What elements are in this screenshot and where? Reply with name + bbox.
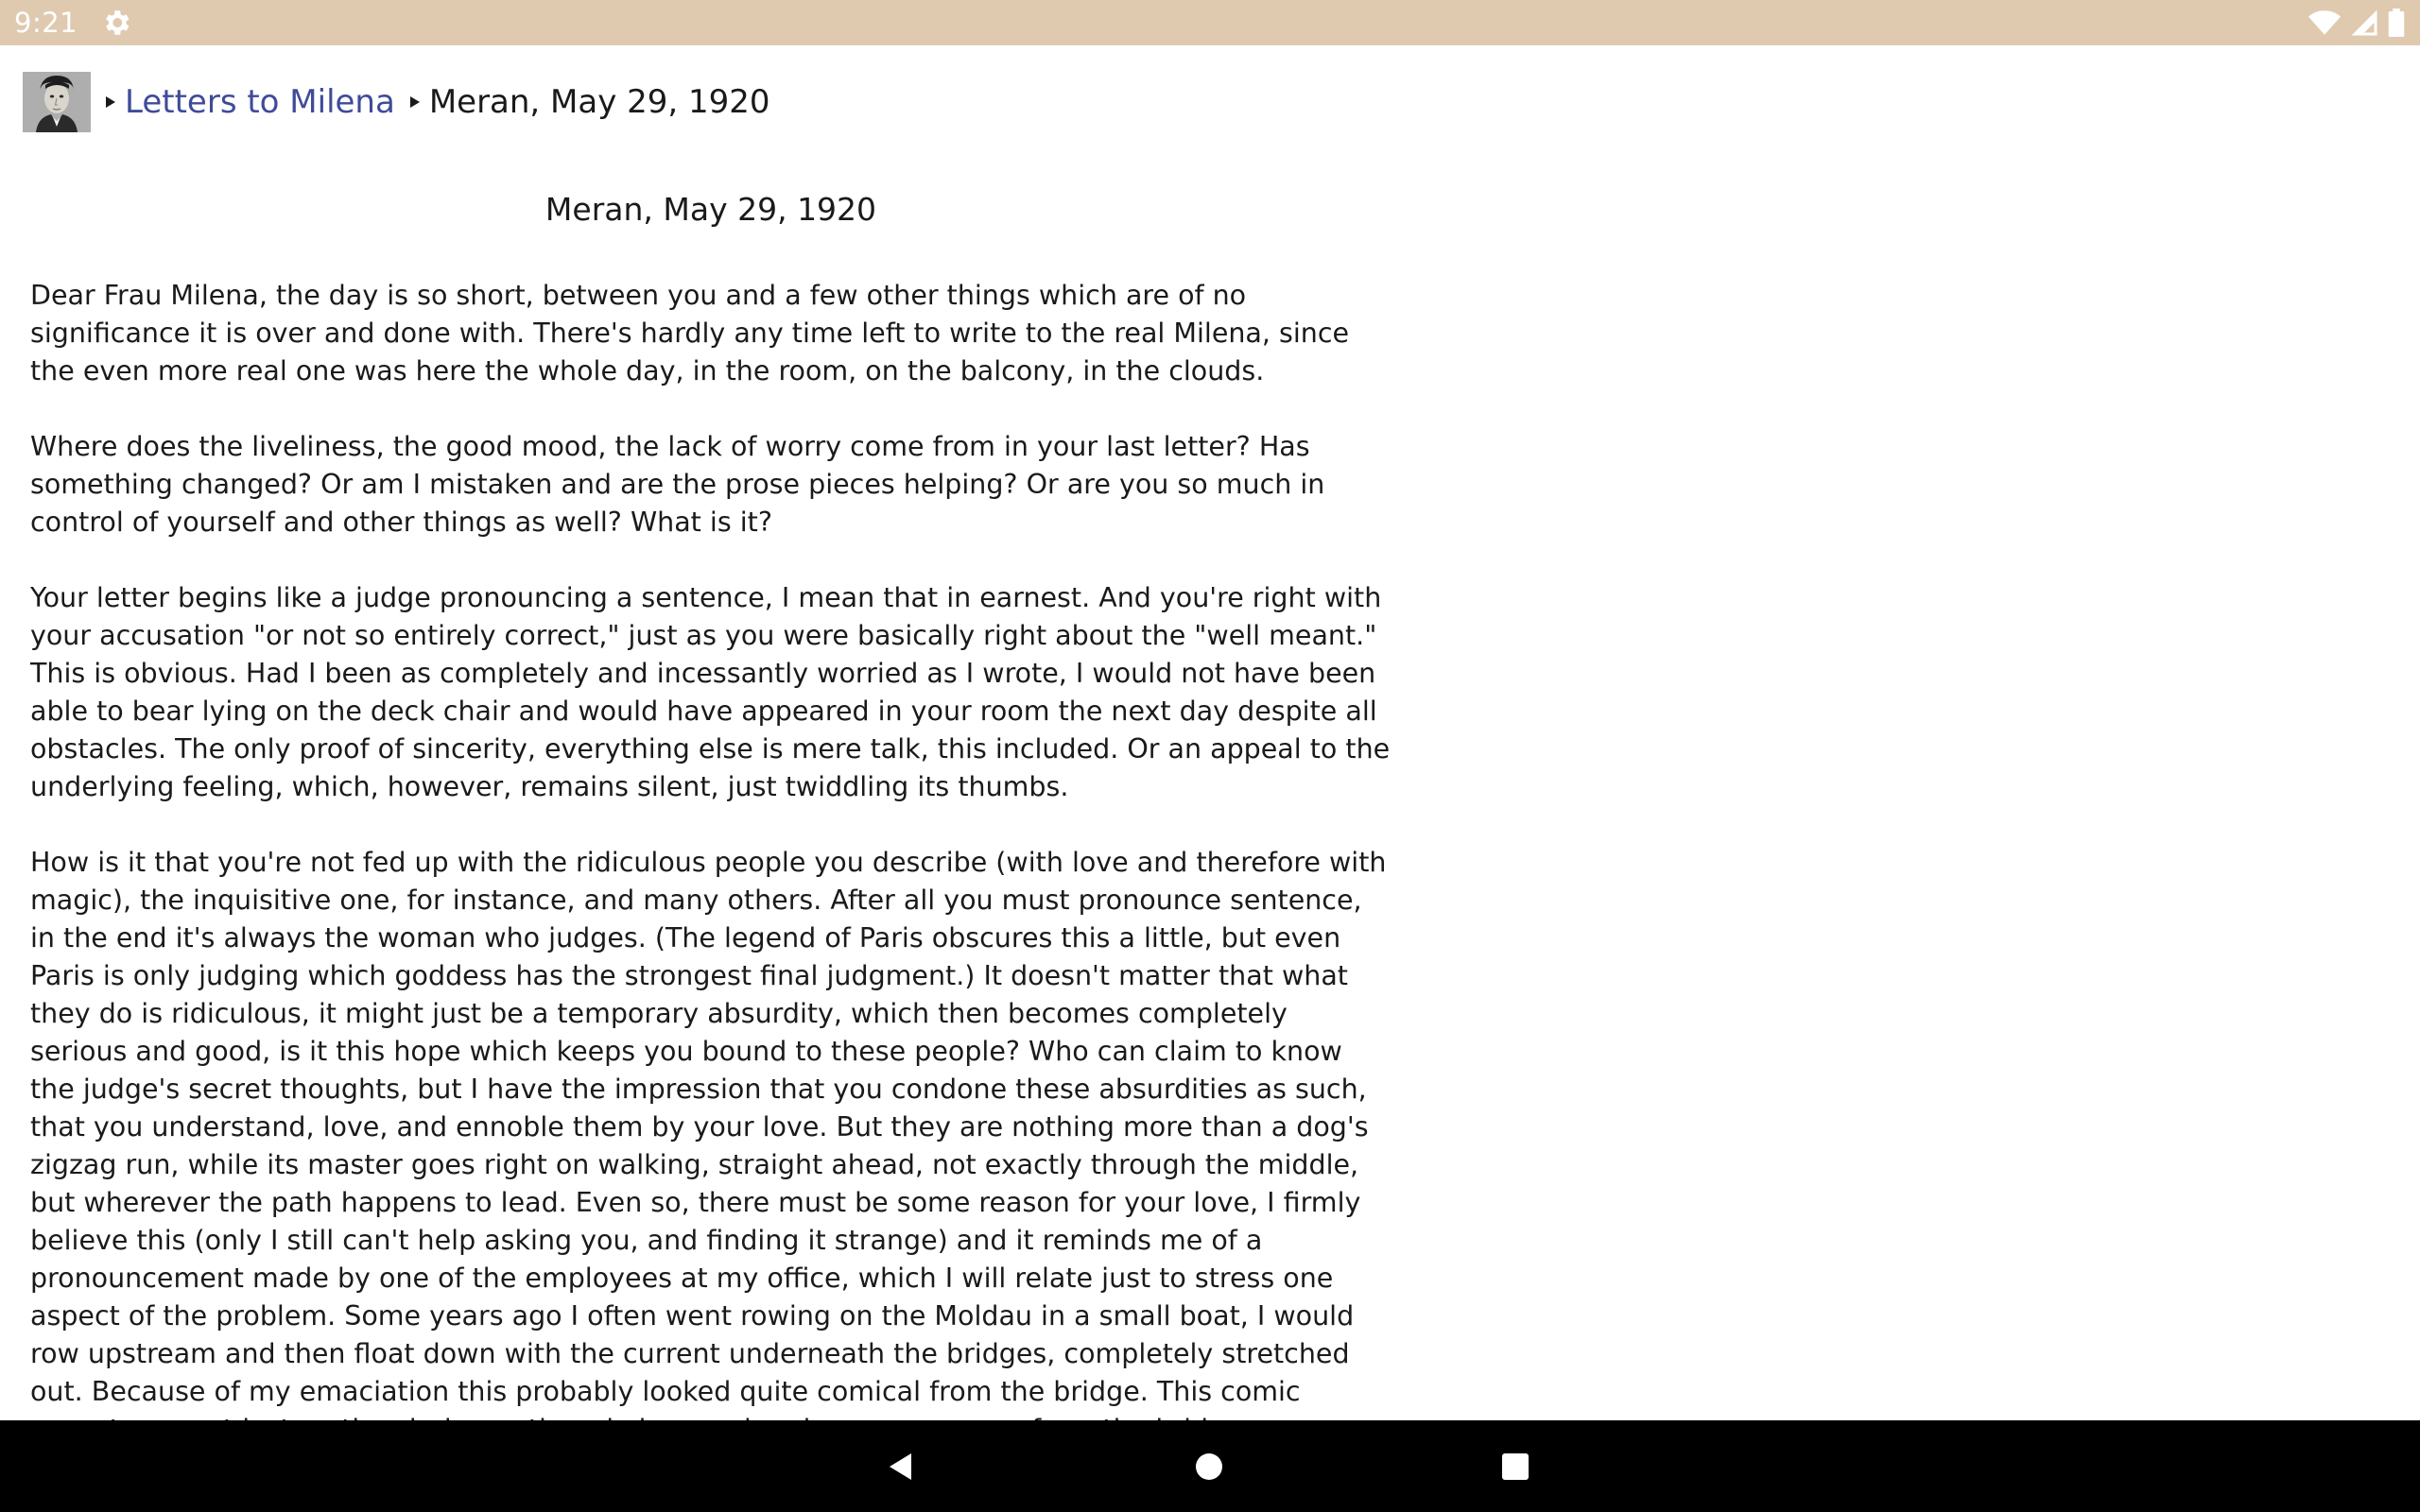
recents-icon[interactable] (1501, 1452, 1530, 1481)
navigation-bar (0, 1420, 2420, 1512)
letter-paragraph: How is it that you're not fed up with the ridiculous people you describe (with love and therefore with magic), the inquisitive one, for instance, and many others. After all you must pronounce sentence, in the end it's always the woman who judges. (The legend of Paris obscures this a little, but even Paris is only judging which goddess has the strongest final judgment.) It doesn't matter that what they do is ridiculous, it might just be a temporary absurdity, which then becomes completely serious and good, is it this hope which keeps you bound to these people? Who can claim to know the judge's secret thoughts, but I have the impression that you condone these absurdities as such, that you understand, love, and ennoble them by your love. But they are nothing more than a dog's zigzag run, while its master goes right on walking, straight ahead, not exactly through the middle, but wherever the path happens to lead. Even so, there must be some reason for your love, I firmly believe this (only I still can't help asking you, and finding it strange) and it reminds me of a pronouncement made by one of the employees at my office, which I will relate just to stress one aspect of the problem. Some years ago I often went rowing on the Moldau in a small boat, I would row upstream and then float down with the current underneath the bridges, completely stretched out. Because of my emaciation this probably looked quite comical from the bridge. This comic (30, 847, 1387, 1407)
letter-paragraph: Dear Frau Milena, the day is so short, between you and a few other things which are of no significance it is over and done with. There's hardly any time left to write to the real Milena, since the even more real one was here the whole day, in the room, on the balcony, in the clouds. (30, 280, 1350, 387)
breadcrumb-link-book[interactable]: Letters to Milena (125, 83, 395, 121)
letter-paragraph: Your letter begins like a judge pronouncing a sentence, I mean that in earnest. And you're right with your accusation "or not so entirely correct," just as you were basically right about the "well meant." This is obvious. Had I been as completely and incessantly worried as I wrote, I would not have been able to bear lying on the deck chair and would have appeared in your room the next day despite all obstacles. The only proof of sincerity, everything else is mere talk, this included. Or an appeal to the underlying feeling, which, however, remains silent, just twiddling its thumbs. (30, 582, 1391, 802)
status-icons (2308, 9, 2405, 37)
home-icon[interactable] (1195, 1452, 1223, 1481)
breadcrumb-current-letter: Meran, May 29, 1920 (428, 83, 770, 121)
breadcrumb-arrow-icon (100, 93, 119, 112)
back-icon[interactable] (887, 1452, 917, 1482)
author-avatar[interactable] (23, 72, 91, 132)
letter-title: Meran, May 29, 1920 (544, 191, 877, 228)
breadcrumb (23, 72, 770, 132)
letter-paragraph: Where does the liveliness, the good mood, the lack of worry come from in your last letter? Has something changed? Or am I mistaken and are the prose pieces helping? Or are you so much in control of yourself and other things as well? What is it? (30, 431, 1325, 538)
letter-content[interactable] (30, 170, 1392, 1420)
battery-icon (2388, 9, 2405, 37)
gear-icon (100, 7, 132, 39)
status-bar (0, 0, 2420, 45)
breadcrumb-arrow-icon (405, 93, 424, 112)
status-time: 9:21 (14, 7, 78, 39)
signal-icon (2350, 9, 2378, 37)
wifi-icon (2308, 9, 2341, 37)
